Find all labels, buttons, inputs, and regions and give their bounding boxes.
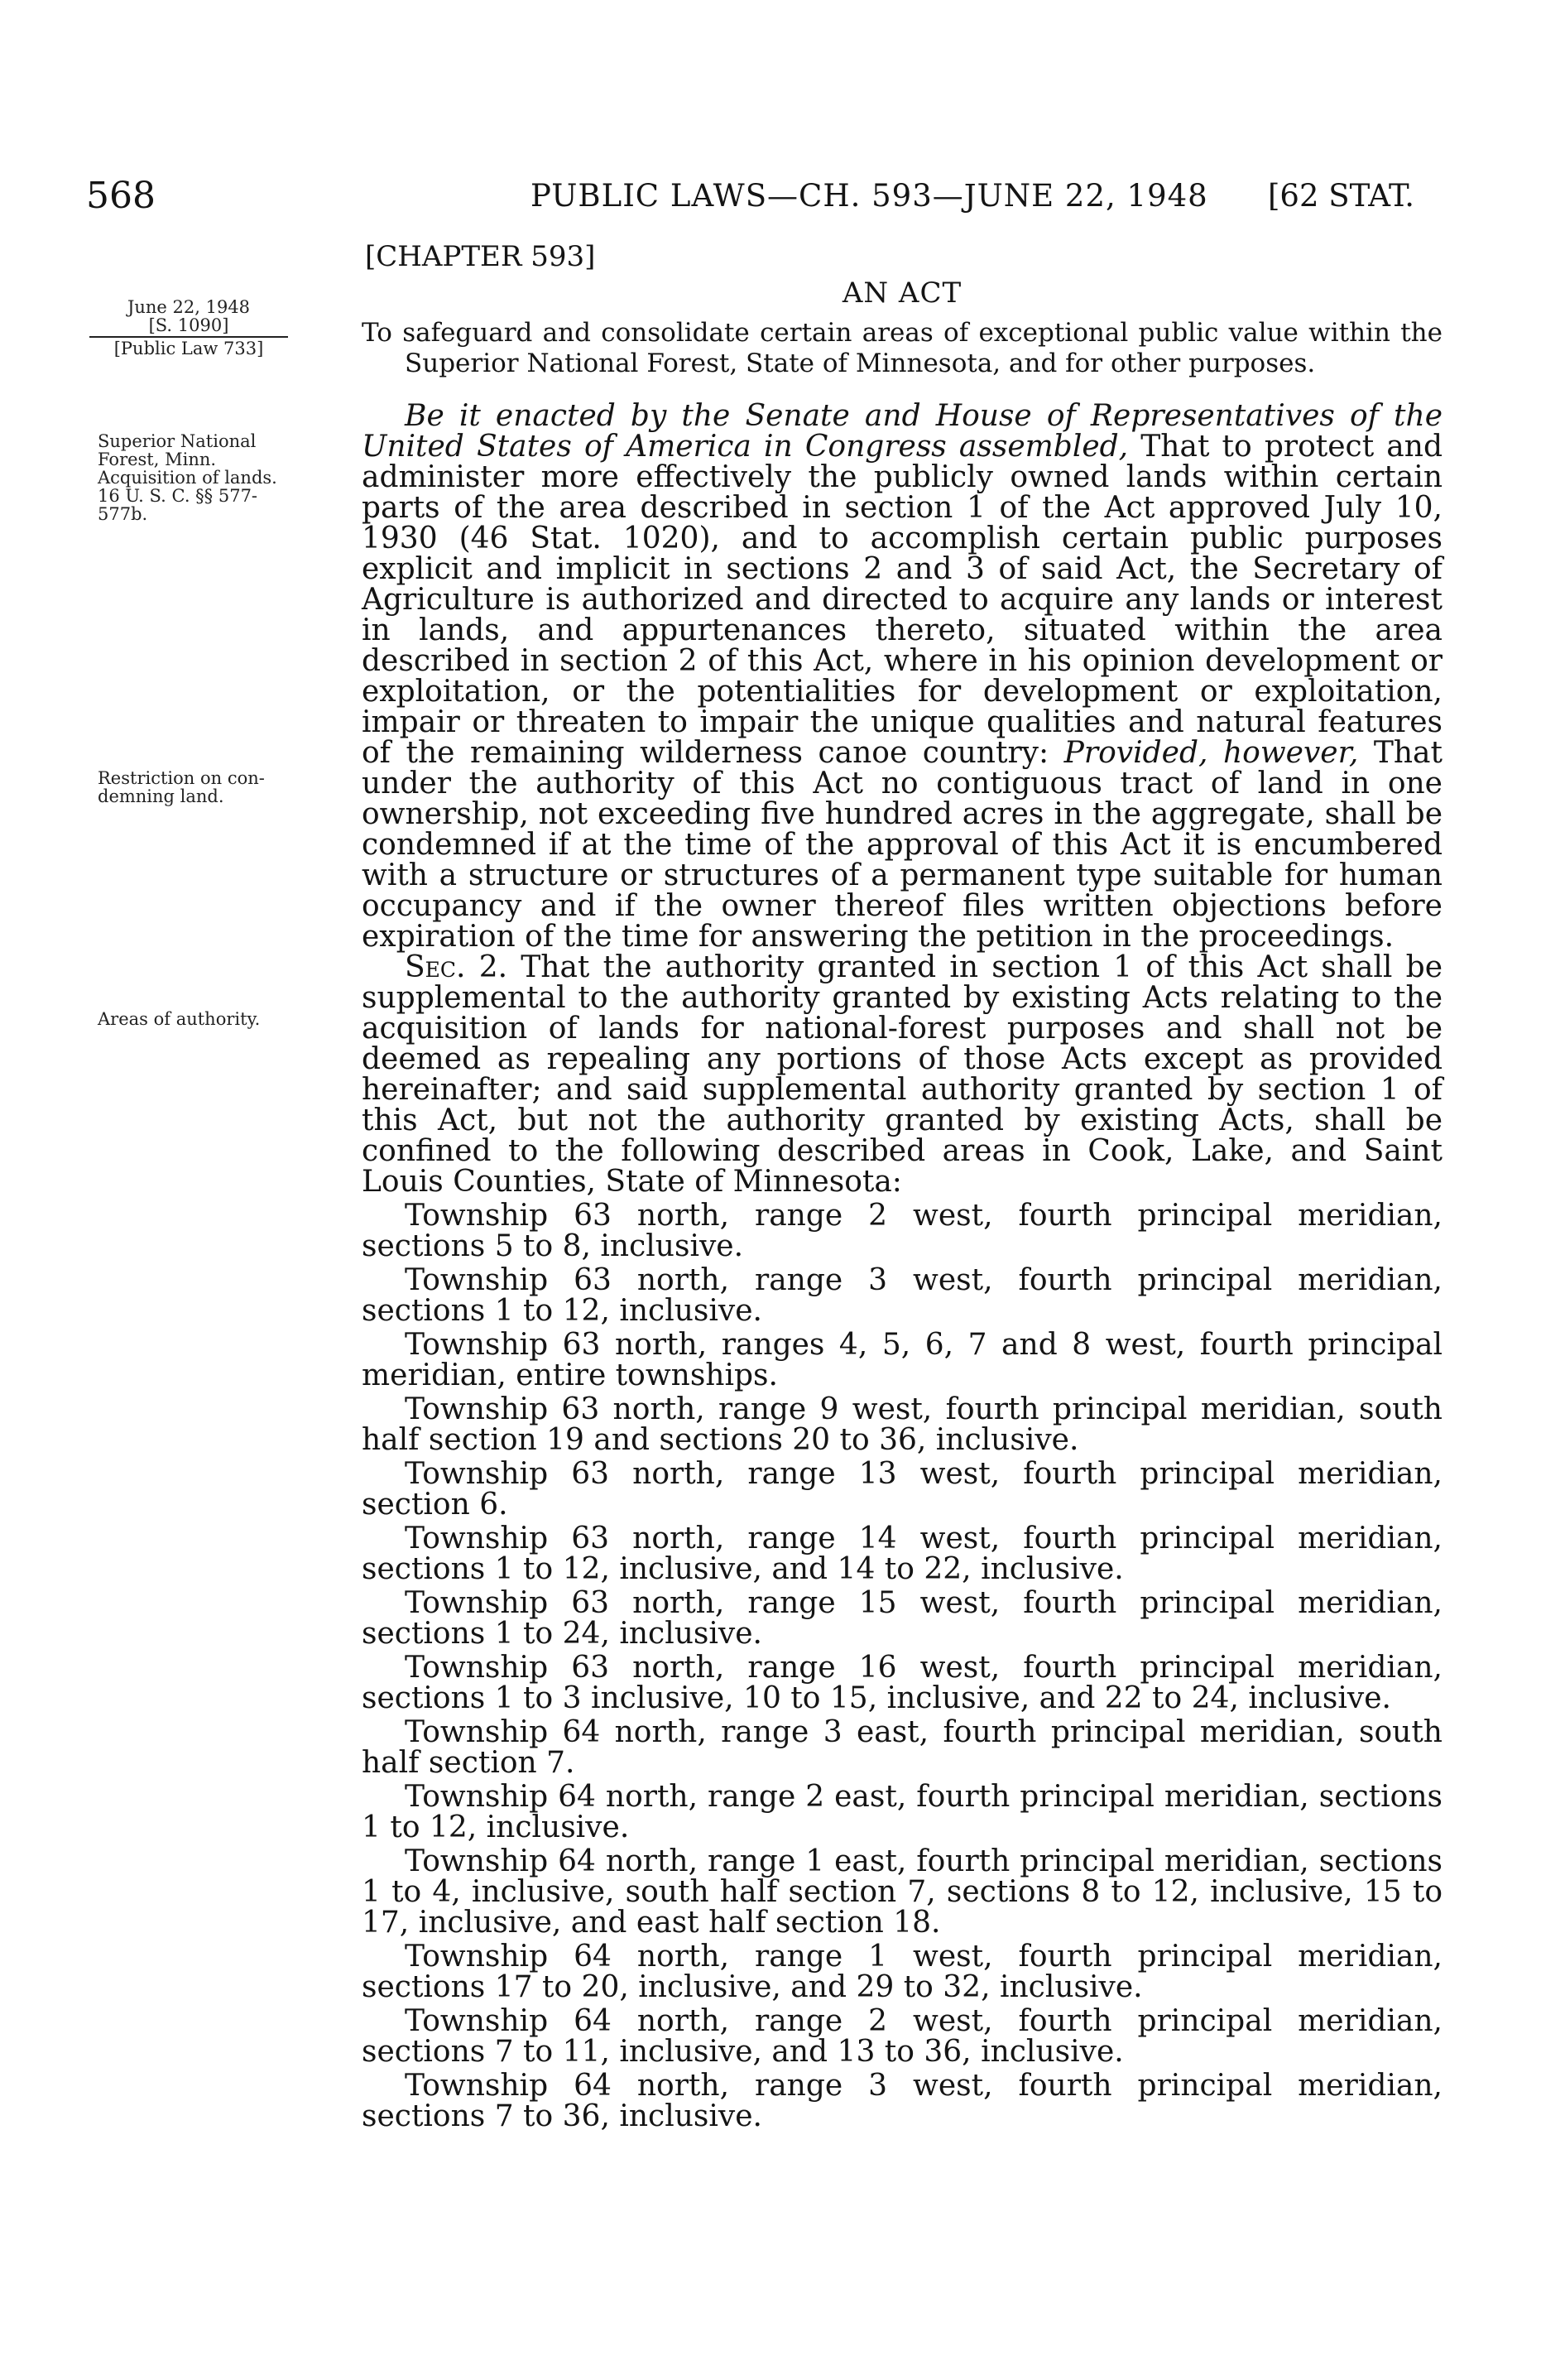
page-number: 568: [86, 175, 156, 217]
margin-bill: [S. 1090]: [148, 315, 229, 335]
enacting-clause: Be it enacted by the Senate and House of Representatives of the United States of America in Congress assembled,: [362, 399, 1443, 464]
margin-date-block: [89, 298, 288, 358]
act-purpose: To safeguard and consolidate certain areas of exceptional public value within the Superior National Forest, State of Minnesota, and for other purposes.: [362, 318, 1443, 378]
township-item: Township 64 north, range 1 west, fourth principal meridian, sections 17 to 20, inclusive, and 29 to 32, inclusive.: [362, 1940, 1443, 2004]
section-1-text: That to protect and administer more effectively the publicly owned lands within certain parts of the area described in section 1 of the Act approved July 10, 1930 (46 Stat. 1020), and to accomplish certain public purposes explicit and implicit in sections 2 and 3 of said Act, the Secretary of Agriculture is authorized and directed to acquire any lands or interest in lands, and appurtenances thereto, situated within the area described in section 2 of this Act, where in his opinion development or exploitation, or the potentialities for development or exploitation, impair or threaten to impair the unique qualities and natural features of the remaining wilderness canoe country:: [362, 430, 1443, 770]
margin-note-restriction: [98, 769, 346, 805]
township-item: Township 63 north, range 16 west, fourth principal meridian, sections 1 to 3 inclusive, 10 to 15, inclusive, and 22 to 24, inclusive.: [362, 1651, 1443, 1715]
margin-note-line: demning land.: [98, 786, 224, 806]
margin-note-line: Forest, Minn.: [98, 450, 217, 469]
township-item: Township 64 north, range 3 west, fourth principal meridian, sections 7 to 36, inclusive.: [362, 2069, 1443, 2133]
township-item: Township 64 north, range 2 west, fourth principal meridian, sections 7 to 11, inclusive, and 13 to 36, inclusive.: [362, 2004, 1443, 2069]
township-item: Township 63 north, range 2 west, fourth principal meridian, sections 5 to 8, inclusive.: [362, 1199, 1443, 1263]
running-header-title: PUBLIC LAWS—CH. 593—JUNE 22, 1948: [530, 178, 1208, 214]
main-text-column: [362, 240, 1443, 2132]
chapter-heading: [CHAPTER 593]: [365, 240, 596, 273]
section-1-proviso-text: That under the authority of this Act no contiguous tract of land in one ownership, not exceeding five hundred acres in the aggregate, shall be condemned if at the time of the approval of this Act it is encumbered with a structure or structures of a permanent type suitable for human occupancy and if the owner thereof files written objections before expiration of the time for answering the petition in the proceedings.: [362, 736, 1443, 954]
act-heading: AN ACT: [842, 276, 963, 310]
township-item: Township 63 north, range 13 west, fourth principal meridian, section 6.: [362, 1457, 1443, 1522]
act-body: [362, 401, 1443, 2132]
township-item: Township 63 north, ranges 4, 5, 6, 7 and 8 west, fourth principal meridian, entire townships.: [362, 1328, 1443, 1392]
township-item: Township 64 north, range 1 east, fourth principal meridian, sections 1 to 4, inclusive, south half section 7, sections 8 to 12, inclusive, 15 to 17, inclusive, and east half section 18.: [362, 1844, 1443, 1940]
margin-note-superior-forest: [98, 432, 346, 523]
township-item: Township 63 north, range 3 west, fourth principal meridian, sections 1 to 12, inclusive.: [362, 1263, 1443, 1328]
township-item: Township 64 north, range 2 east, fourth principal meridian, sections 1 to 12, inclusive.: [362, 1780, 1443, 1844]
section-1-paragraph: [362, 401, 1443, 952]
township-item: Township 63 north, range 15 west, fourth principal meridian, sections 1 to 24, inclusive.: [362, 1586, 1443, 1651]
margin-note-line: Restriction on con-: [98, 768, 265, 788]
margin-note-areas: [98, 1010, 346, 1028]
section-2-label: Sec. 2.: [405, 950, 508, 984]
statute-volume: [62 STAT.: [1268, 178, 1414, 214]
section-2-paragraph: [362, 952, 1443, 1197]
township-item: Township 64 north, range 3 east, fourth principal meridian, south half section 7.: [362, 1715, 1443, 1780]
margin-note-line: Areas of authority.: [98, 1009, 261, 1029]
margin-public-law: [Public Law 733]: [113, 339, 264, 358]
township-item: Township 63 north, range 9 west, fourth principal meridian, south half section 19 and sections 20 to 36, inclusive.: [362, 1392, 1443, 1457]
section-2-text: That the authority granted in section 1 of this Act shall be supplemental to the authority granted by existing Acts relating to the acquisition of lands for national-forest purposes and shall not be deemed as repealing any portions of those Acts except as provided hereinafter; and said supplemental authority granted by section 1 of this Act, but not the authority granted by existing Acts, shall be confined to the following described areas in Cook, Lake, and Saint Louis Counties, State of Minnesota:: [362, 950, 1443, 1199]
margin-note-line: 577b.: [98, 504, 148, 524]
township-item: Township 63 north, range 14 west, fourth principal meridian, sections 1 to 12, inclusive, and 14 to 22, inclusive.: [362, 1522, 1443, 1586]
margin-date: June 22, 1948: [127, 297, 251, 317]
margin-note-line: Acquisition of lands.: [98, 468, 277, 488]
margin-note-line: 16 U. S. C. §§ 577-: [98, 486, 258, 506]
proviso: Provided, however,: [1063, 736, 1359, 770]
margin-note-line: Superior National: [98, 431, 257, 451]
margin-divider: [89, 336, 288, 338]
